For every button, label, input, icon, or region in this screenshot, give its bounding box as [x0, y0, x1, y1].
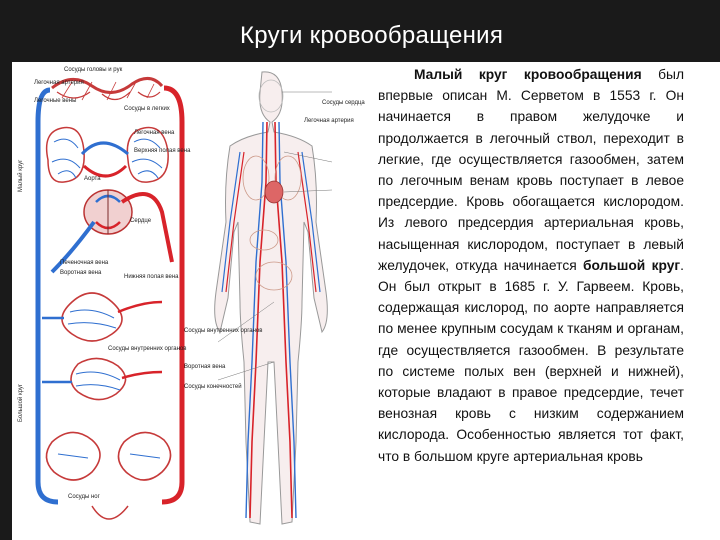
label-head-vessels: Сосуды головы и рук [64, 67, 123, 73]
label-limb-vessels: Сосуды конечностей [184, 384, 242, 390]
label-lung-vessels: Сосуды в легких [124, 106, 170, 112]
label-heart: Сердце [130, 218, 152, 224]
label-superior-vena-cava: Верхняя полая вена [134, 148, 191, 154]
label-aorta: Аорта [84, 176, 101, 182]
label-pulmonary-vein: Легочная вена [134, 130, 175, 136]
label-pulmonary-vein-left: Легочные вены [34, 98, 77, 104]
leg-capillary-bed [46, 432, 170, 480]
label-hepatic-vein: Печеночная вена [60, 260, 109, 266]
label-organ-vessels: Сосуды внутренних органов [184, 328, 263, 334]
label-portal-vein: Воротная вена [60, 270, 102, 276]
human-body-illustration [184, 72, 365, 524]
label-portal-vein-2: Воротная вена [184, 364, 226, 370]
small-circle-term: Малый круг кровообращения [414, 67, 642, 82]
circulation-illustration [12, 62, 372, 540]
label-heart-vessels: Сосуды сердца [322, 100, 365, 106]
description-text [378, 64, 684, 467]
label-pulmonary-artery: Легочная артерия [304, 118, 354, 124]
slide-title: Круги кровообращения [240, 22, 504, 49]
text-panel [372, 62, 720, 540]
label-leg-vessels: Сосуды ног [68, 494, 100, 500]
circulation-diagram [12, 62, 372, 540]
label-small-circle: Малый круг [18, 159, 24, 192]
large-circle-description: . Он был открыт в 1685 г. У. Гарвеем. Кровь, содержащая кислород, по аорте направляется по менее крупным сосудам к тканям и органам, где осуществляется газообмен. В результате по системе полых вен (верхней и нижней), которые владают в правое предсердие, течет венозная кровь с низким содержанием кислорода. Особенностью является тот факт, что в большом круге артериальная кровь [378, 257, 684, 464]
label-inferior-vena-cava: Нижняя полая вена [124, 274, 179, 280]
schematic-diagram [17, 67, 191, 519]
large-circle-term: большой круг [583, 257, 681, 273]
label-internal-organs: Сосуды внутренних органов [108, 346, 187, 352]
label-pulmonary-artery-left: Легочная артерия [34, 80, 84, 86]
label-large-circle: Большой круг [18, 383, 24, 422]
small-circle-description: был впервые описан М. Серветом в 1553 г. Он начинается в правом желудочке и продолжается в легочный ствол, переходит в легкие, где осуществляется газообмен, затем по легочным венам кровь поступает в левое предсердие. Кровь обогащается кислородом. Из левого предсердия артериальная кровь, насыщенная кислородом, поступает в левый желудочек, откуда начинается [378, 67, 684, 273]
